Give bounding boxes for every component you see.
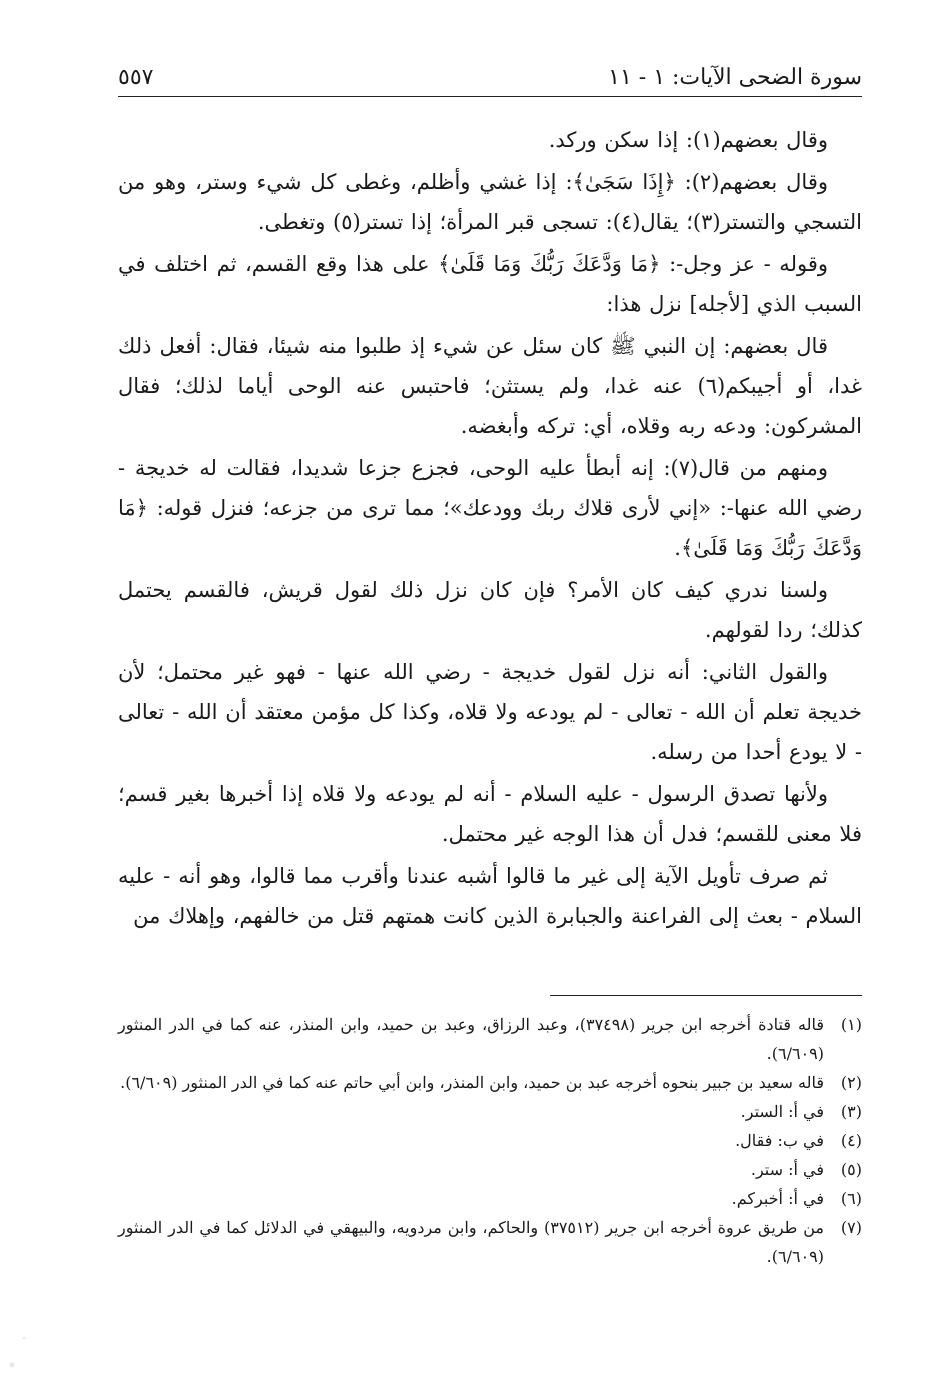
footnote (118, 1068, 862, 1097)
paragraph: والقول الثاني: أنه نزل لقول خديجة - رضي الله عنها - فهو غير محتمل؛ لأن خديجة تعلم أن الله - تعالى - لم يودعه ولا قلاه، وكذا كل مؤمن معتقد أن الله - تعالى - لا يودع أحدا من رسله. (118, 660, 862, 764)
scan-speckle (0, 1302, 40, 1392)
surah-title: سورة الضحى الآيات: ١ - ١١ (608, 65, 862, 90)
paragraph: ومنهم من قال(٧): إنه أبطأ عليه الوحى، فجزع جزعا شديدا، فقالت له خديجة - رضي الله عنها-: «إني لأرى قلاك ربك وودعك»؛ مما ترى من جزعه؛ فنزل قوله: ﴿مَا وَدَّعَكَ رَبُّكَ وَمَا قَلَىٰ﴾. (118, 456, 862, 560)
footnote-text: قاله قتادة أخرجه ابن جرير (٣٧٤٩٨)، وعبد الرزاق، وعبد بن حميد، وابن المنذر، عنه كما في الدر المنثور (٦/٦٠٩). (118, 1015, 824, 1063)
paragraph: وقال بعضهم(١): إذا سكن وركد. (548, 128, 828, 152)
footnote (118, 1184, 862, 1213)
running-header (118, 60, 862, 97)
footnote-text: في ب: فقال. (735, 1131, 824, 1150)
footnote-separator (550, 995, 862, 996)
footnote-number: (١) (840, 1015, 862, 1034)
footnote-number: (٧) (840, 1218, 862, 1237)
footnote-number: (٥) (840, 1160, 862, 1179)
footnote (118, 1155, 862, 1184)
footnote-number: (٢) (840, 1073, 862, 1092)
footnote-number: (٦) (840, 1189, 862, 1208)
paragraph: قال بعضهم: إن النبي ﷺ كان سئل عن شيء إذ طلبوا منه شيئا، فقال: أفعل ذلك غدا، أو أجيبكم(٦) عنه غدا، ولم يستثن؛ فاحتبس عنه الوحى أياما لذلك؛ فقال المشركون: ودعه ربه وقلاه، أي: تركه وأبغضه. (118, 334, 862, 438)
footnote (118, 1213, 862, 1271)
paragraph: وقوله - عز وجل-: ﴿مَا وَدَّعَكَ رَبُّكَ وَمَا قَلَىٰ﴾ على هذا وقع القسم، ثم اختلف في السبب الذي [لأجله] نزل هذا: (118, 252, 862, 316)
footnote-text: قاله سعيد بن جبير بنحوه أخرجه عبد بن حميد، وابن المنذر، وابن أبي حاتم عنه كما في الدر المنثور (٦/٦٠٩). (120, 1073, 824, 1092)
footnotes (118, 1010, 862, 1271)
paragraph: ثم صرف تأويل الآية إلى غير ما قالوا أشبه عندنا وأقرب مما قالوا، وهو أنه - عليه السلام - بعث إلى الفراعنة والجبابرة الذين كانت همتهم قتل من خالفهم، وإهلاك من (118, 864, 862, 928)
footnote-text: في أ: أخبركم. (731, 1189, 824, 1208)
paragraph: ولأنها تصدق الرسول - عليه السلام - أنه لم يودعه ولا قلاه إذا أخبرها بغير قسم؛ فلا معنى للقسم؛ فدل أن هذا الوجه غير محتمل. (118, 782, 862, 846)
footnote-text: في أ: الستر. (740, 1102, 824, 1121)
footnote-number: (٣) (840, 1102, 862, 1121)
footnote (118, 1097, 862, 1126)
footnote (118, 1010, 862, 1068)
footnote-number: (٤) (840, 1131, 862, 1150)
footnote (118, 1126, 862, 1155)
main-text (118, 120, 862, 938)
page-number: ٥٥٧ (118, 65, 154, 90)
paragraph: ولسنا ندري كيف كان الأمر؟ فإن كان نزل ذلك لقول قريش، فالقسم يحتمل كذلك؛ ردا لقولهم. (118, 578, 862, 642)
paragraph: وقال بعضهم(٢): ﴿إِذَا سَجَىٰ﴾: إذا غشي وأظلم، وغطى كل شيء وستر، وهو من التسجي والتستر(٣)؛ يقال(٤): تسجى قبر المرأة؛ إذا تستر(٥) وتغطى. (118, 170, 862, 234)
footnote-text: من طريق عروة أخرجه ابن جرير (٣٧٥١٢) والحاكم، وابن مردويه، والبيهقي في الدلائل كما في الدر المنثور (٦/٦٠٩). (118, 1218, 825, 1266)
footnote-text: في أ: ستر. (750, 1160, 824, 1179)
